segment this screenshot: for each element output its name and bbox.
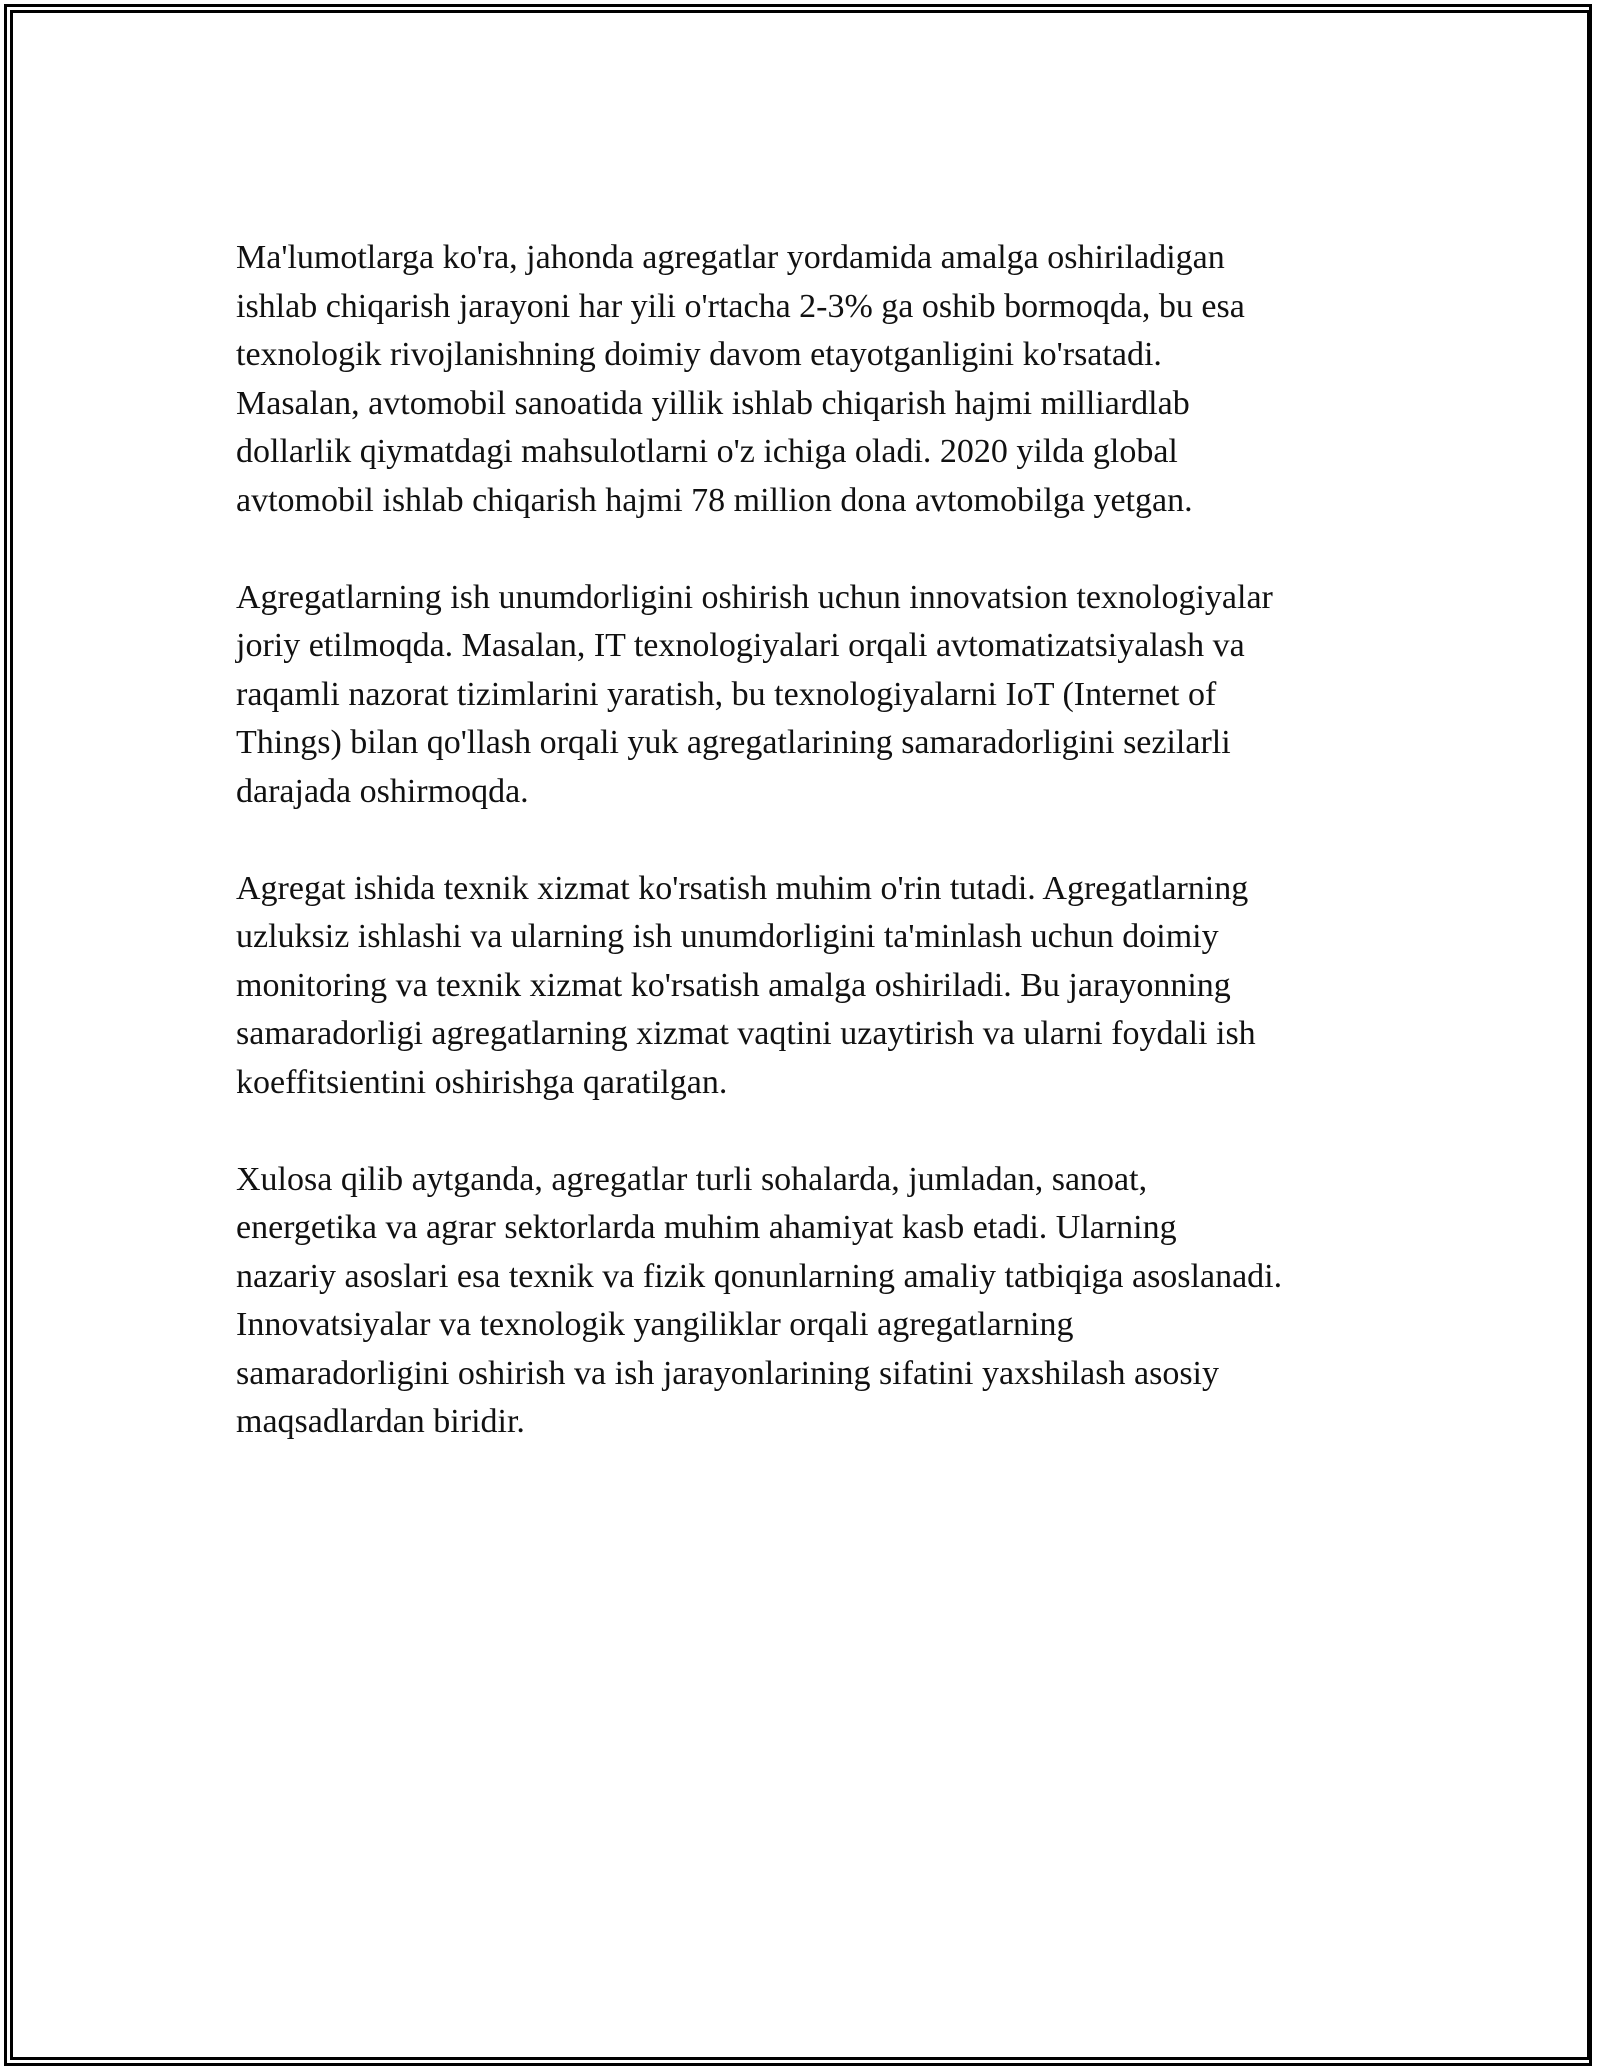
document-body [236, 234, 1396, 1495]
line: energetika va agrar sektorlarda muhim ahamiyat kasb etadi. Ularning [236, 1209, 1177, 1246]
line: texnologik rivojlanishning doimiy davom etayotganligini ko'rsatadi. [236, 336, 1162, 373]
paragraph-3 [236, 865, 1396, 1108]
paragraph-2 [236, 574, 1396, 817]
line: nazariy asoslari esa texnik va fizik qonunlarning amaliy tatbiqiga asoslanadi. [236, 1257, 1283, 1295]
line: Innovatsiyalar va texnologik yangiliklar orqali agregatlarning [236, 1306, 1074, 1343]
line: dollarlik qiymatdagi mahsulotlarni o'z ichiga oladi. 2020 yilda global [236, 433, 1178, 470]
line: avtomobil ishlab chiqarish hajmi 78 million dona avtomobilga yetgan. [236, 481, 1193, 519]
line: samaradorligi agregatlarning xizmat vaqtini uzaytirish va ularni foydali ish [236, 1015, 1256, 1052]
paragraph-1 [236, 234, 1396, 525]
line: Ma'lumotlarga ko'ra, jahonda agregatlar yordamida amalga oshiriladigan [236, 239, 1225, 276]
line: ishlab chiqarish jarayoni har yili o'rtacha 2-3% ga oshib bormoqda, bu esa [236, 287, 1245, 325]
line: darajada oshirmoqda. [236, 772, 529, 810]
line: samaradorligini oshirish va ish jarayonlarining sifatini yaxshilash asosiy [236, 1354, 1219, 1392]
line: Agregat ishida texnik xizmat ko'rsatish muhim o'rin tutadi. Agregatlarning [236, 869, 1249, 907]
line: Things) bilan qo'llash orqali yuk agregatlarining samaradorligini sezilarli [236, 724, 1231, 761]
line: Xulosa qilib aytganda, agregatlar turli sohalarda, jumladan, sanoat, [236, 1160, 1148, 1198]
line: monitoring va texnik xizmat ko'rsatish amalga oshiriladi. Bu jarayonning [236, 966, 1231, 1004]
line: raqamli nazorat tizimlarini yaratish, bu texnologiyalarni IoT (Internet of [236, 675, 1217, 713]
line: uzluksiz ishlashi va ularning ish unumdorligini ta'minlash uchun doimiy [236, 918, 1219, 955]
line: maqsadlardan biridir. [236, 1403, 525, 1440]
paragraph-4 [236, 1156, 1396, 1447]
line: koeffitsientini oshirishga qaratilgan. [236, 1063, 728, 1101]
line: joriy etilmoqda. Masalan, IT texnologiyalari orqali avtomatizatsiyalash va [236, 627, 1245, 664]
line: Masalan, avtomobil sanoatida yillik ishlab chiqarish hajmi milliardlab [236, 384, 1190, 422]
line: Agregatlarning ish unumdorligini oshirish uchun innovatsion texnologiyalar [236, 578, 1273, 616]
